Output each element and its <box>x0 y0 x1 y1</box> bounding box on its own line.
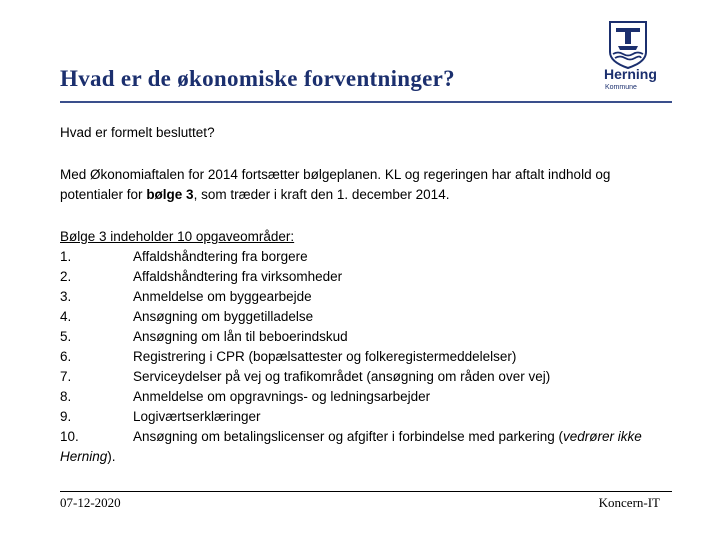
list-item <box>60 367 660 387</box>
list-item-text: Serviceydelser på vej og trafikområdet (ansøgning om råden over vej) <box>133 369 551 384</box>
list-item-text: Ansøgning om lån til beboerindskud <box>133 329 348 344</box>
list-item-number: 9. <box>60 409 72 424</box>
list-item <box>60 327 660 347</box>
list-item-text: Ansøgning om betalingslicenser og afgifter i forbindelse med parkering ( <box>133 429 563 444</box>
list-item <box>60 387 660 407</box>
intro-text-end: , som træder i kraft den 1. december 2014. <box>193 187 450 202</box>
logo-name: Herning <box>604 66 657 82</box>
list-item-number: 5. <box>60 329 72 344</box>
list-item-italic-note: vedrører ikke Herning <box>60 429 642 464</box>
list-item-text: Registrering i CPR (bopælsattester og folkeregistermeddelelser) <box>133 349 517 364</box>
logo-subtitle: Kommune <box>605 84 637 91</box>
list-item-number: 2. <box>60 269 72 284</box>
subheading: Hvad er formelt besluttet? <box>60 125 215 140</box>
list-item-number: 1. <box>60 249 72 264</box>
intro-bold-text: bølge 3 <box>146 187 194 202</box>
list-item-text: Affaldshåndtering fra virksomheder <box>133 269 343 284</box>
list-item <box>60 267 660 287</box>
list-item <box>60 287 660 307</box>
list-heading: Bølge 3 indeholder 10 opgaveområder: <box>60 229 295 244</box>
list-item-text: Ansøgning om byggetilladelse <box>133 309 314 324</box>
list-item-text: Affaldshåndtering fra borgere <box>133 249 308 264</box>
list-item-number: 4. <box>60 309 72 324</box>
list-item-text: Anmeldelse om opgravnings- og ledningsarbejder <box>133 389 431 404</box>
list-item-number: 3. <box>60 289 72 304</box>
footer-department: Koncern-IT <box>598 495 660 510</box>
list-item <box>60 347 660 367</box>
list-item-number: 6. <box>60 349 72 364</box>
list-item <box>60 307 660 327</box>
list-item-number: 7. <box>60 369 72 384</box>
intro-text-start: Med Økonomiaftalen for 2014 fortsætter bølgeplanen. KL og regeringen har aftalt indhold og potentialer for <box>60 167 611 202</box>
list-item-10 <box>60 427 660 467</box>
intro-paragraph <box>60 165 660 205</box>
list-item <box>60 247 660 267</box>
page-title: Hvad er de økonomiske forventninger? <box>60 66 455 91</box>
footer-date: 07-12-2020 <box>60 495 121 510</box>
list-item-number: 8. <box>60 389 72 404</box>
list-item-text: Anmeldelse om byggearbejde <box>133 289 312 304</box>
title-divider <box>60 101 672 103</box>
slide-body <box>60 123 660 467</box>
list-item <box>60 407 660 427</box>
list-item-text: Logiværtserklæringer <box>133 409 261 424</box>
list-item-number: 10. <box>60 429 79 444</box>
footer-divider <box>60 491 672 492</box>
list-item-end: ). <box>107 449 116 464</box>
